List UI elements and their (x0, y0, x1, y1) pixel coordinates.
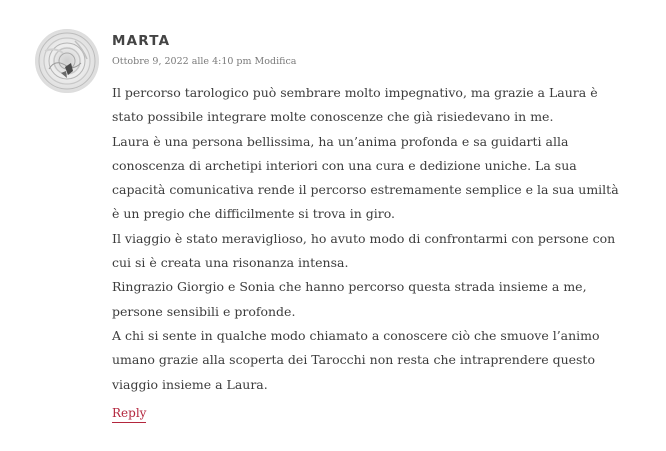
reply-link[interactable]: Reply (112, 405, 146, 423)
comment-paragraph: A chi si sente in qualche modo chiamato a conoscere ciò che smuove l’animo umano grazie alla scoperta dei Tarocchi non resta che intraprendere questo viaggio insieme a Laura. (112, 327, 600, 392)
comment-paragraph: Il percorso tarologico può sembrare molto impegnativo, ma grazie a Laura è stato possibile integrare molte conoscenze che già risiedevano in me. (112, 85, 598, 125)
comment-body (112, 81, 622, 397)
avatar-image (35, 29, 99, 93)
edit-link[interactable]: Modifica (254, 56, 297, 67)
comment-author: MARTA (112, 33, 171, 49)
comment-meta (112, 56, 296, 67)
comment-paragraph: Il viaggio è stato meraviglioso, ho avuto modo di confrontarmi con persone con cui si è creata una risonanza intensa. (112, 230, 616, 271)
comment-paragraph: Laura è una persona bellissima, ha un’anima profonda e sa guidarti alla conoscenza di archetipi interiori con una cura e dedizione uniche. La sua capacità comunicativa rende il percorso estremamente semplice e la sua umiltà è un pregio che difficilmente si trova in giro. (112, 133, 619, 222)
comment-date-link[interactable]: Ottobre 9, 2022 alle 4:10 pm (112, 56, 252, 67)
avatar (35, 29, 99, 93)
comment-paragraph: Ringrazio Giorgio e Sonia che hanno percorso questa strada insieme a me, persone sensibili e profonde. (112, 279, 587, 319)
